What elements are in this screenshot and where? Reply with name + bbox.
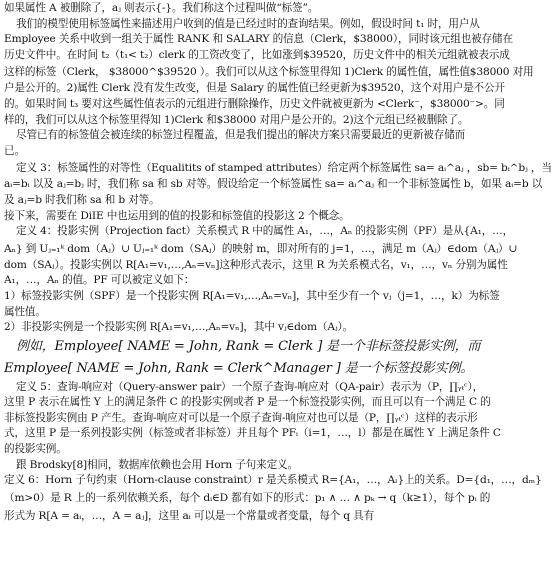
text-line: （m>0）是 R 上的一系列依赖关系，每个 dᵢ∈D 都有如下的形式：p₁ ∧ … ∧ pₖ → q（k≥1），每个 pᵢ 的	[4, 491, 491, 504]
text-line: Employee 关系中收到一组关于属性 RANK 和 SALARY 的信息（Clerk，$38000），同时该元组也被存储在	[4, 33, 513, 46]
text-line: 式，这里 P 是一系列投影实例（标签或者非标签）并且每个 PFᵢ（i=1，…，l）都是在属性 Y 上满足条件 C	[4, 427, 501, 440]
text-line: 接下来，需要在 DiIE 中也运用到的值的投影和标签值的投影这 2 个概念。	[4, 209, 350, 222]
text-line: 我们的模型使用标签属性来描述用户收到的值是已经过时的查询结果。例如，假设时间 t₁ 时，用户从	[16, 17, 480, 30]
text-line: 非标签投影实例由 P 产生。查询-响应对可以是一个原子查询-响应对也可以是（P，∏ᵧₜᶜ）这样的表示形	[4, 411, 478, 424]
text-line: 这样的标签（Clerk， $38000^$39520 ）。我们可以从这个标签里得知 1)Clerk 的属性值，属性值$38000 对用	[4, 66, 534, 79]
text-line: dom（SAⱼ）。投影实例以 R[A₁=v₁,…,Aₙ=vₙ]这种形式表示，这里 R 为关系模式名，v₁，…，vₙ 分别为属性	[4, 258, 508, 271]
text-line: Aₙ} 到 Uⱼ₌₁ᵏ dom（Aⱼ）∪ Uⱼ₌₁ᵏ dom（SAⱼ）的映射 m，即对所有的 j=1，…，满足 m（Aⱼ）∈dom（Aⱼ）∪	[4, 242, 518, 255]
text-line: 户是公开的。2)属性 Clerk 没有发生改变，但是 Salary 的属性值已经更新为$39520，这个对用户是不公开	[4, 82, 505, 95]
text-line: 样的，我们可以从这个标签里得知 1)Clerk 和$38000 对用户是公开的。2)这个元组已经被删除了。	[4, 113, 469, 126]
text-line: 1）标签投影实例（SPF）是一个投影实例 R[A₁=v₁,…,Aₙ=vₙ]，其中至少有一个 vⱼ（j=1，…，k）为标签	[4, 289, 500, 302]
text-line: 属性值。	[4, 305, 46, 318]
text-line: 的投影实例。	[4, 443, 67, 456]
text-line: aᵢ=bᵢ 以及 aⱼ=bⱼ 时，我们称 sa 和 sb 对等。假设给定一个标签属性 sa= aᵢ^aⱼ 和一个非标签属性 b，如果 aᵢ=b 以	[4, 178, 543, 191]
text-line: 如果属性 A 被删除了，aⱼ 则表示{-}。我们称这个过程叫做“标签”。	[4, 2, 319, 14]
text-line: 定义 5：查询-响应对（Query-answer pair）一个原子查询-响应对（QA-pair）表示为（P，∏ᵧₜᶜ），	[16, 380, 484, 393]
example-formula-line: 例如，Employee[ NAME = John, Rank = Clerk ] 是一个非标签投影实例，而	[16, 338, 481, 354]
text-line: 及 aⱼ=b 时我们称 sa 和 b 对等。	[4, 193, 160, 206]
text-line: 跟 Brodsky[8]相同，数据库依赖也会用 Horn 子句来定义。	[16, 458, 298, 471]
text-line: 历史文件中。在时间 t₂（t₁< t₂）clerk 的工资改变了，比如涨到$39520，历史文件中的相关元组就被表示成	[4, 48, 510, 61]
text-line: 定义 3：标签属性的对等性（Equalitits of stamped attributes）给定两个标签属性 sa= aᵢ^aⱼ ，sb= bᵢ^bⱼ ，当	[16, 162, 552, 175]
text-line: 已。	[4, 144, 25, 157]
text-line: 2）非投影实例是一个投影实例 R[A₁=v₁,…,Aₙ=vₙ]，其中 vⱼ∈dom（Aⱼ）。	[4, 321, 354, 334]
text-line: 这里 P 表示在属性 Y 上的满足条件 C 的投影实例或者 P 是一个标签投影实例，而且可以有一个满足 C 的	[4, 396, 491, 409]
text-line: 定义 4：投影实例（Projection fact）关系模式 R 中的属性 A₁，…，Aₙ 的投影实例（PF）是从{A₁，…，	[16, 225, 514, 238]
text-line: 形式为 R[A = aᵢ，…，A = aⱼ]，这里 aᵢ 可以是一个常量或者变量，每个 q 具有	[4, 509, 375, 522]
text-line: A₁，…，Aₙ 的值。PF 可以被定义如下：	[4, 274, 195, 287]
text-line: 的。如果时间 t₃ 要对这些属性值表示的元组进行删除操作，历史文件就被更新为 <Clerk⁻，$38000⁻>。同	[4, 97, 505, 110]
text-line: 定义 6：Horn 子句约束（Horn-clause constraint）r 是关系模式 R={A₁，…，Aₗ}上的关系。D={d₁，…，dₘ}	[4, 474, 542, 487]
text-line: 尽管已有的标签值会被连续的标签过程覆盖，但是我们提出的解决方案只需要最近的更新被存储而	[16, 129, 466, 142]
example-formula-line: Employee[ NAME = John, Rank = Clerk^Manager ] 是一个标签投影实例。	[4, 360, 474, 376]
